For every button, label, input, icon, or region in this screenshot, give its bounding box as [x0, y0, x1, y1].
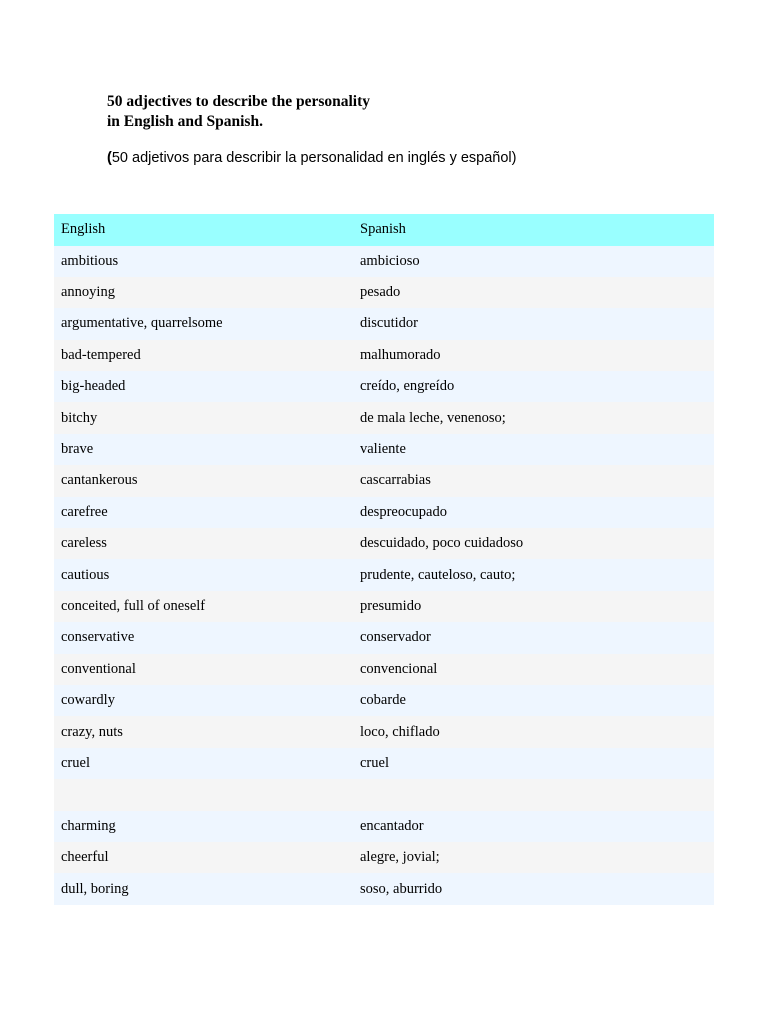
cell-spanish: presumido: [360, 597, 422, 614]
cell-english: careless: [61, 535, 107, 552]
table-header-row: [54, 214, 714, 246]
table-row: [54, 246, 714, 277]
table-row: [54, 308, 714, 339]
subtitle-open-paren: (: [107, 150, 112, 166]
cell-spanish: conservador: [360, 629, 431, 646]
cell-spanish: soso, aburrido: [360, 880, 443, 897]
cell-spanish: convencional: [360, 660, 438, 677]
cell-english: conventional: [61, 660, 136, 677]
table-row: [54, 873, 714, 904]
cell-english: cautious: [61, 566, 110, 583]
table-row: [54, 465, 714, 496]
document-subtitle: [107, 148, 516, 168]
table-row: [54, 434, 714, 465]
cell-english: charming: [61, 817, 116, 834]
cell-english: argumentative, quarrelsome: [61, 315, 223, 332]
table-row: [54, 716, 714, 747]
table-row: [54, 622, 714, 653]
cell-spanish: despreocupado: [360, 503, 447, 520]
table-row: [54, 497, 714, 528]
cell-english: annoying: [61, 284, 115, 301]
cell-english: bad-tempered: [61, 346, 141, 363]
table-row: [54, 591, 714, 622]
cell-english: cruel: [61, 754, 90, 771]
table-row: [54, 528, 714, 559]
table-row: [54, 654, 714, 685]
cell-spanish: malhumorado: [360, 346, 441, 363]
cell-spanish: de mala leche, venenoso;: [360, 409, 506, 426]
cell-spanish: cruel: [360, 754, 389, 771]
table-row: [54, 779, 714, 810]
cell-spanish: discutidor: [360, 315, 418, 332]
cell-spanish: prudente, cauteloso, cauto;: [360, 566, 516, 583]
table-row: [54, 748, 714, 779]
cell-english: carefree: [61, 503, 108, 520]
cell-spanish: creído, engreído: [360, 378, 455, 395]
cell-english: brave: [61, 441, 94, 458]
table-row: [54, 402, 714, 433]
title-line-2: in English and Spanish.: [107, 113, 263, 130]
table-row: [54, 340, 714, 371]
title-line-1: 50 adjectives to describe the personality: [107, 93, 371, 110]
cell-spanish: descuidado, poco cuidadoso: [360, 535, 524, 552]
cell-spanish: ambicioso: [360, 252, 420, 269]
table-row: [54, 842, 714, 873]
cell-english: bitchy: [61, 409, 98, 426]
vocabulary-table: [54, 214, 714, 905]
header-spanish: Spanish: [360, 221, 406, 238]
document-title: [107, 92, 370, 132]
table-row: [54, 559, 714, 590]
header-english: English: [61, 221, 106, 238]
cell-english: cowardly: [61, 692, 115, 709]
cell-english: big-headed: [61, 378, 126, 395]
cell-english: ambitious: [61, 252, 119, 269]
table-row: [54, 277, 714, 308]
table-row: [54, 685, 714, 716]
cell-spanish: cobarde: [360, 692, 406, 709]
cell-english: conservative: [61, 629, 135, 646]
cell-spanish: loco, chiflado: [360, 723, 440, 740]
cell-english: conceited, full of oneself: [61, 597, 206, 614]
cell-spanish: alegre, jovial;: [360, 849, 440, 866]
cell-english: dull, boring: [61, 880, 129, 897]
table-row: [54, 811, 714, 842]
cell-english: crazy, nuts: [61, 723, 123, 740]
table-row: [54, 371, 714, 402]
cell-spanish: pesado: [360, 284, 401, 301]
cell-spanish: cascarrabias: [360, 472, 431, 489]
cell-english: cheerful: [61, 849, 109, 866]
subtitle-text: 50 adjetivos para describir la personalidad en inglés y español): [111, 150, 517, 166]
cell-english: cantankerous: [61, 472, 138, 489]
cell-spanish: valiente: [360, 441, 406, 458]
cell-spanish: encantador: [360, 817, 424, 834]
